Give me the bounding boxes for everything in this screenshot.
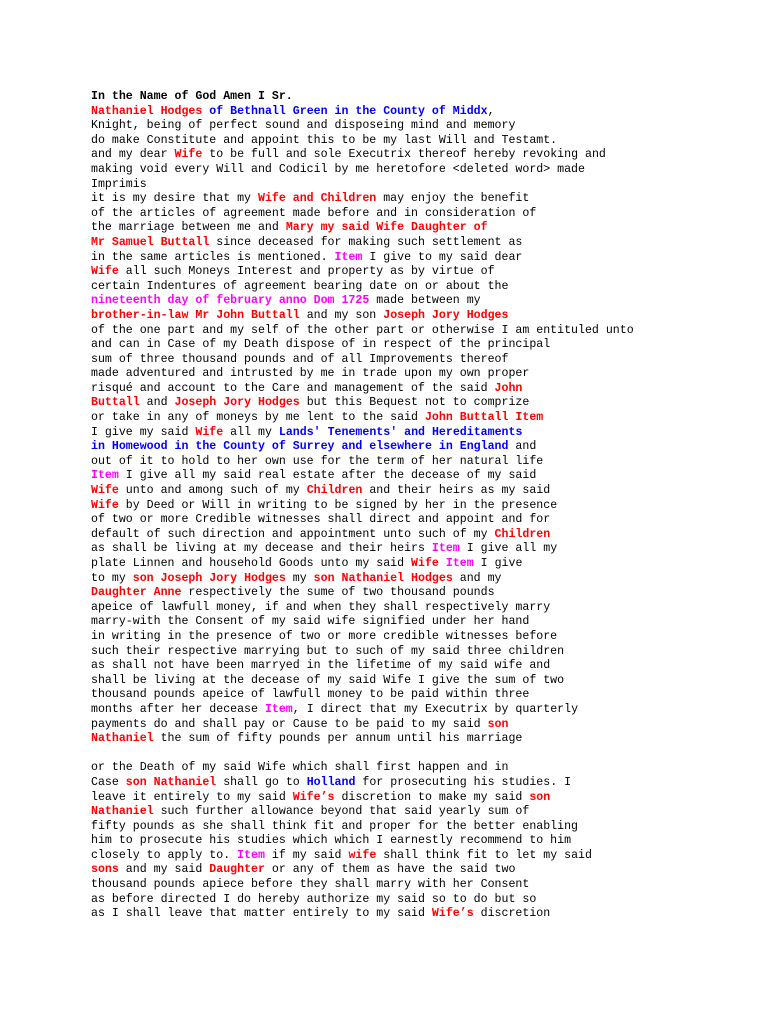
text-line [91, 163, 748, 178]
text-line [91, 338, 748, 353]
text-line [91, 761, 748, 776]
place-text: Holland [306, 775, 356, 789]
body-text: I give to my said dear [362, 250, 523, 264]
body-text: fifty pounds as she shall think fit and proper for the better enabling [91, 819, 579, 833]
text-line [91, 396, 748, 411]
text-line [91, 528, 748, 543]
highlighted-name-text: Daughter [209, 863, 265, 877]
body-text: discretion [473, 907, 551, 921]
body-text: I give [473, 557, 523, 570]
highlighted-name-text: Joseph Jory Hodges [174, 396, 300, 410]
text-line [91, 251, 748, 266]
highlighted-name-text: Joseph Jory Hodges [383, 308, 509, 322]
highlighted-name-text: John [494, 381, 523, 395]
body-text: Imprimis [91, 177, 147, 191]
highlighted-name-text: Wife [91, 484, 119, 498]
text-line [91, 236, 748, 251]
item-marker-text: Item [91, 469, 119, 483]
body-text: made between my [369, 294, 481, 308]
body-text: as I shall leave that matter entirely to my said [91, 907, 432, 921]
body-text: risqué and account to the Care and management of the said [91, 381, 495, 395]
body-text: and can in Case of my Death dispose of in respect of the principal [91, 338, 551, 352]
body-text: but this Bequest not to comprize [299, 396, 530, 410]
body-text: made adventured and intrusted by me in trade upon my own proper [91, 367, 530, 381]
text-line [91, 280, 748, 295]
text-line [91, 90, 748, 105]
highlighted-name-text: Wife [174, 148, 203, 162]
body-text: out of it to hold to her own use for the term of her natural life [91, 454, 544, 468]
place-text: in Homewood in the County of Surrey and elsewhere in England [91, 440, 509, 454]
body-text: shall think fit to let my said [376, 848, 592, 862]
body-text: and my [452, 571, 502, 585]
text-line [91, 863, 748, 878]
text-line [91, 119, 748, 134]
body-text: and [508, 440, 537, 454]
body-text: my [285, 571, 314, 585]
body-text: I give my said [91, 425, 196, 439]
highlighted-name-text: son Nathaniel Hodges [313, 571, 453, 585]
item-marker-text: nineteenth day of february anno Dom 1725 [91, 294, 370, 308]
body-text: such their respective marrying but to such of my said three children [91, 644, 565, 658]
text-line [91, 324, 748, 339]
highlighted-name-text: Nathaniel [91, 732, 154, 746]
text-line [91, 791, 748, 806]
body-text: if my said [264, 848, 349, 862]
text-line [91, 294, 748, 309]
body-text: certain Indentures of agreement bearing date on or about the [91, 279, 509, 293]
text-line [91, 178, 748, 193]
text-line [91, 148, 748, 163]
text-line [91, 309, 748, 324]
text-line [91, 776, 748, 791]
body-text: of the one part and my self of the other part or otherwise I am entituled unto [91, 323, 634, 337]
body-text: default of such direction and appointment unto such of my [91, 527, 495, 541]
body-text: as before directed I do hereby authorize my said so to do but so [91, 892, 537, 906]
text-line [91, 645, 748, 660]
item-marker-text: Item [334, 250, 363, 264]
text-line [91, 586, 748, 601]
highlighted-name-text: son Nathaniel [125, 775, 217, 789]
body-text: do make Constitute and appoint this to be my last Will and Testamt. [91, 133, 558, 147]
item-marker-text: Item [264, 702, 293, 716]
body-text: I give all my said real estate after the decease of my said [118, 469, 537, 483]
text-line [91, 426, 748, 441]
highlighted-name-text: wife [348, 848, 377, 862]
body-text: sum of three thousand pounds and of all Improvements thereof [91, 352, 509, 366]
body-text: making void every Will and Codicil by me heretofore <deleted word> made [91, 162, 585, 176]
text-line [91, 469, 748, 484]
highlighted-name-text: son [529, 790, 551, 804]
place-text: of Bethnall Green in the County of Middx [202, 104, 488, 118]
text-line [91, 718, 748, 733]
body-text: and my dear [91, 148, 175, 162]
body-text: and my son [299, 308, 384, 322]
body-text: closely to apply to. [91, 848, 238, 862]
text-line [91, 630, 748, 645]
text-line [91, 674, 748, 689]
body-text: and my said [118, 863, 210, 877]
body-text: it is my desire that my [91, 192, 258, 206]
body-text: all my [223, 425, 279, 439]
body-text: may enjoy the benefit [376, 192, 530, 206]
body-text: thousand pounds apiece before they shall marry with her Consent [91, 878, 530, 892]
body-text: Knight, being of perfect sound and disposeing mind and memory [91, 119, 516, 133]
text-line [91, 615, 748, 630]
highlighted-name-text: Buttall [91, 396, 140, 410]
text-line [91, 105, 748, 120]
highlighted-name-text: son Joseph Jory Hodges [132, 571, 286, 585]
body-text: leave it entirely to my said [91, 790, 293, 804]
body-text: and [139, 396, 175, 410]
body-text: discretion to make my said [334, 790, 530, 804]
body-text [439, 557, 446, 570]
body-text: shall go to [216, 775, 307, 789]
highlighted-name-text: Wife’s [431, 907, 474, 921]
highlighted-name-text: Wife [91, 265, 119, 279]
text-line [91, 192, 748, 207]
heading-text: In the Name of God Amen I Sr. [91, 90, 293, 103]
body-text: thousand pounds apeice of lawfull money to be paid within three [91, 688, 530, 702]
highlighted-name-text: Wife [91, 498, 119, 512]
body-text: shall be living at the decease of my said Wife I give the sum of two [91, 673, 565, 687]
body-text: and their heirs as my said [362, 484, 551, 498]
text-line [91, 411, 748, 426]
item-marker-text: Item [237, 848, 265, 862]
body-text: in writing in the presence of two or more credible witnesses before [91, 629, 558, 643]
highlighted-name-text: Mary my said Wife Daughter of [285, 221, 488, 235]
place-text: Lands' Tenements' and Hereditaments [278, 425, 523, 439]
highlighted-name-text: sons [91, 863, 119, 877]
highlighted-name-text: Mr Samuel Buttall [91, 235, 210, 249]
text-line [91, 265, 748, 280]
body-text: of the articles of agreement made before and in consideration of [91, 206, 537, 220]
text-line [91, 513, 748, 528]
body-text: , I direct that my Executrix by quarterly [292, 702, 579, 716]
highlighted-name-text: Wife and Children [257, 192, 377, 206]
body-text: respectively the sume of two thousand pounds [181, 586, 495, 600]
body-text: or the Death of my said Wife which shall first happen and in [91, 761, 509, 775]
text-line [91, 542, 748, 557]
highlighted-name-text: Children [306, 484, 363, 498]
body-text: him to prosecute his studies which which I earnestly recommend to him [91, 834, 572, 848]
text-line [91, 878, 748, 893]
highlighted-name-text: son [487, 717, 509, 731]
paragraph-gap [91, 747, 748, 762]
text-line [91, 732, 748, 747]
body-text: the sum of fifty pounds per annum until his marriage [153, 732, 523, 746]
text-line [91, 703, 748, 718]
text-line [91, 601, 748, 616]
text-line [91, 907, 748, 922]
body-text: the marriage between me and [91, 221, 286, 235]
body-text: to be full and sole Executrix thereof hereby revoking and [202, 148, 606, 162]
body-text: or take in any of moneys by me lent to the said [91, 411, 425, 425]
text-line [91, 659, 748, 674]
item-marker-text: Item [431, 542, 460, 556]
body-text: as shall be living at my decease and their heirs [91, 542, 432, 556]
body-text: such further allowance beyond that said yearly sum of [153, 805, 530, 819]
body-text: of two or more Credible witnesses shall direct and appoint and for [91, 513, 551, 527]
text-line [91, 207, 748, 222]
highlighted-name-text: Daughter Anne [91, 586, 182, 600]
body-text: as shall not have been marryed in the lifetime of my said wife and [91, 659, 551, 673]
highlighted-name-text: Wife [411, 557, 439, 570]
body-text: months after her decease [91, 702, 265, 716]
text-line [91, 382, 748, 397]
body-text: since deceased for making such settlement as [209, 235, 523, 249]
highlighted-name-text: Children [494, 527, 551, 541]
text-line [91, 805, 748, 820]
text-line [91, 367, 748, 382]
body-text: unto and among such of my [118, 484, 307, 498]
body-text: apeice of lawfull money, if and when they shall respectively marry [91, 600, 551, 614]
text-line [91, 221, 748, 236]
highlighted-name-text: Nathaniel Hodges [91, 104, 203, 118]
body-text: payments do and shall pay or Cause to be paid to my said [91, 717, 488, 731]
body-text: Case [91, 775, 126, 789]
text-line [91, 353, 748, 368]
text-line [91, 484, 748, 499]
text-line [91, 688, 748, 703]
text-line [91, 820, 748, 835]
text-line [91, 893, 748, 908]
body-text: , [487, 104, 495, 118]
item-marker-text: Item [445, 557, 474, 570]
highlighted-name-text: brother-in-law Mr John Buttall [91, 308, 300, 322]
body-text: for prosecuting his studies. I [355, 775, 572, 789]
text-line [91, 834, 748, 849]
text-line [91, 455, 748, 470]
body-text: or any of them as have the said two [264, 863, 516, 877]
highlighted-name-text: Wife [195, 425, 224, 439]
body-text: to my [91, 571, 133, 585]
highlighted-name-text: Nathaniel [91, 805, 154, 819]
highlighted-name-text: Wife’s [292, 790, 335, 804]
body-text: plate Linnen and household Goods unto my said [91, 557, 412, 570]
text-line [91, 440, 748, 455]
highlighted-name-text: John Buttall Item [424, 411, 544, 425]
will-document-text [91, 90, 748, 922]
text-line [91, 572, 748, 587]
body-text: all such Moneys Interest and property as by virtue of [118, 265, 495, 279]
body-text: I give all my [459, 542, 558, 556]
text-line [91, 499, 748, 514]
text-line [91, 134, 748, 149]
body-text: by Deed or Will in writing to be signed by her in the presence [118, 498, 558, 512]
text-line [91, 849, 748, 864]
body-text: marry-with the Consent of my said wife signified under her hand [91, 615, 530, 629]
body-text: in the same articles is mentioned. [91, 250, 335, 264]
text-line [91, 557, 748, 572]
